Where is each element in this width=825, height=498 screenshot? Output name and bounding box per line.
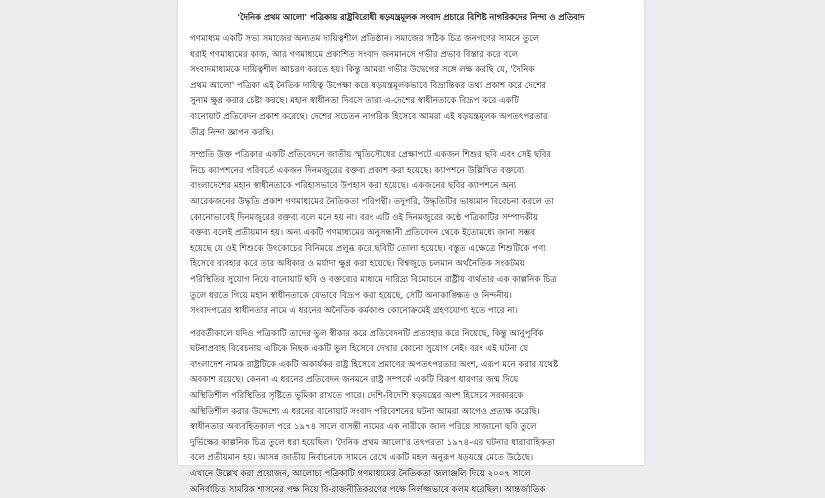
text-line: ধরাই গণমাধ্যমের কাজ, আর গণমাধ্যমে প্রকাশিত সংবাদ জনমানসে গভীর প্রভাব বিস্তার করে বলে	[190, 49, 519, 60]
text-line: অনির্বাচিত সামরিক শাসনের পক্ষ নিয়ে বি-রাজনীতিকরণের পক্ষে নির্লজ্জভাবে কলম ধরেছিল। আন্তর্জাতিক	[190, 484, 546, 495]
text-line: বলে প্রতীয়মান হয়। আসন্ন জাতীয় নির্বাচনকে সামনে রেখে একটি মহল অনুরূপ ষড়যন্ত্রে মেতে উঠেছে।	[190, 453, 534, 464]
text-line: গণমাধ্যম একটি সভ্য সমাজের অন্যতম দায়িত্বশীল প্রতিষ্ঠান। সমাজের সঠিক চিত্র জনগণের সামনে তুলে	[190, 34, 540, 44]
text-line: নিচে ক্যাপশনের পরিবর্তে একজন দিনমজুরের বক্তব্য প্রকাশ করা হয়েছে। ক্যাপশনে উল্লিখিত বক্তব্যে	[190, 165, 525, 176]
text-line: আরেকজনের উদ্ধৃতি প্রকাশ গণমাধ্যমের নৈতিকতা পরিপন্থী। তদুপরি, উদ্ধৃতিটির ভাষ্যমান বিবেচনা করলে তা	[190, 196, 554, 207]
text-line: বক্তব্য বলেই প্রতীয়মান হয়। অন্য একটি গণমাধ্যমের অনুসন্ধানী প্রতিবেদন থেকে ইতোমধ্যে জানা সম্ভব	[190, 228, 536, 239]
text-line: পরিস্থিতির সুযোগ নিয়ে বানোয়াট ছবি ও বক্তব্যের মাধ্যমে দারিদ্র্য বিমোচনে রাষ্ট্রীয় ব্যর্থতার এক কাল্পনিক চিত্র	[190, 274, 557, 285]
text-line: পরবর্তীকালে যদিও পত্রিকাটি তাদের ভুল স্বীকার করে প্রতিবেদনটি প্রত্যাহার করে নিয়েছে, কিন্তু আনুপূর্বিক	[190, 328, 544, 339]
paragraph-2	[190, 148, 632, 320]
text-line: তীব্র নিন্দা জ্ঞাপন করছি।	[190, 127, 274, 138]
text-line: সংবাদপত্রের স্বাধীনতার নামে এ ধরনের অনৈতিক কর্মকাণ্ড কোনোক্রমেই গ্রহণযোগ্য হতে পারে না।	[190, 306, 518, 317]
text-line: ঘটনাপ্রবাহ বিবেচনায় এটিকে নিছক একটি ভুল হিসেবে দেখার কোনো সুযোগ নেই। বরং এই ঘটনা যে	[190, 344, 529, 355]
text-line: এখানে উল্লেখ করা প্রয়োজন, আলোচ্য পত্রিকাটি গণমাধ্যমের নৈতিকতা জলাঞ্জলি দিয়ে ২০০৭ সালে	[190, 469, 531, 480]
document-title: 'দৈনিক প্রথম আলো' পত্রিকায় রাষ্ট্রবিরোধী ষড়যন্ত্রমূলক সংবাদ প্রচারে বিশিষ্ট নাগরিকদের নিন্দা ও প্রতিবাদ	[237, 12, 585, 22]
text-line: হিসেবে ব্যবহার করে তার অধিকার ও মর্যাদা ক্ষুণ্ণ করা হয়েছে। বিশ্বজুড়ে চলমান অর্থনৈতিক সংকটময়	[190, 259, 525, 270]
text-line: প্রথম আলো' পত্রিকা এই নৈতিক দায়িত্ব উপেক্ষা করে ষড়যন্ত্রমূলকভাবে বিভ্রান্তিকর তথ্য প্রকাশ করে দেশের	[190, 80, 547, 91]
text-line: সম্প্রতি উক্ত পত্রিকার একটি প্রতিবেদনে জাতীয় স্মৃতিসৌধের প্রেক্ষাপটে একজন শিশুর ছবি এবং সেই ছবির	[190, 150, 552, 161]
paragraph-1	[190, 32, 632, 141]
paragraph-3	[190, 327, 632, 498]
text-line: অস্থিতিশীল করার উদ্দেশ্যে এ ধরনের বানোয়াট সংবাদ পরিবেশনের ঘটনা আমরা আগেও প্রত্যক্ষ করেছি।	[190, 406, 540, 417]
text-line: হয়েছে যে ওই শিশুকে উৎকোচের বিনিময়ে প্রলুব্ধ করে ছবিটি তোলা হয়েছে। বস্তুত এক্ষেত্রে শিশুটিকে পণ্য	[190, 243, 546, 254]
text-line: সুনাম ক্ষুণ্ণ করার চেষ্টা করছে। মহান স্বাধীনতা দিবসে তারা এ-দেশের স্বাধীনতাকে বিদ্রূপ করে একটি	[190, 96, 519, 107]
text-line: তুলে ধরতে গিয়ে মহান স্বাধীনতাকে যেভাবে বিদ্রূপ করা হয়েছে, সেটি অনাকাঙ্ক্ষিত ও নিন্দনীয়।	[190, 290, 512, 301]
text-line: অবকাশ রয়েছে। কেননা এ ধরনের প্রতিবেদন জনমনে রাষ্ট্র সম্পর্কে একটি বিরূপ ধারণার জন্ম দিয়ে	[190, 375, 519, 386]
text-line: বানোয়াট প্রতিবেদন প্রকাশ করেছে। দেশের সচেতন নাগরিক হিসেবে আমরা এই ষড়যন্ত্রমূলক অপতৎপরতার	[190, 111, 548, 122]
text-line: বাংলাদেশের মহান স্বাধীনতাকে পরিহাসভাবে উপহাস করা হয়েছে। একজনের ছবির ক্যাপশনে অন্য	[190, 181, 517, 192]
text-line: দুর্ভিক্ষের কাল্পনিক চিত্র তুলে ধরা হয়েছিল। 'দৈনিক প্রথম আলো'র তৎপরতা ১৯৭৪-এর ঘটনার ধারাবাহিকতা	[190, 437, 555, 448]
document-page	[178, 0, 644, 495]
text-line: কোনোভাবেই দিনমজুরের বক্তব্য বলে মনে হয় না। বরং এটি ওই দিনমজুরের কণ্ঠে পত্রিকাটির সম্পাদকীয়	[190, 212, 539, 223]
text-line: বাংলাদেশ নামক রাষ্ট্রটিকে একটি অকার্যকর রাষ্ট্র হিসেবে প্রমাণের অপতৎপরতার অংশ, এরূপ মনে করার যথেষ্ট	[190, 359, 559, 370]
text-line: অস্থিতিশীল পরিস্থিতির সৃষ্টিতে ভূমিকা রাখতে পারে। দেশি-বিদেশি ষড়যন্ত্রের অংশ হিসেবে সরকারকে	[190, 391, 524, 402]
text-line: স্বাধীনতার অব্যবহিতকাল পরে ১৯৭৪ সালে বাসন্তী নামের এক নারীকে জাল পরিয়ে সাজানো ছবি তুলে	[190, 422, 537, 433]
text-line: সংবাদমাধ্যমকে দায়িত্বশীল আচরণ করতে হয়। কিন্তু আমরা গভীর উদ্বেগের সঙ্গে লক্ষ করছি যে, 'দৈনিক	[190, 65, 535, 76]
